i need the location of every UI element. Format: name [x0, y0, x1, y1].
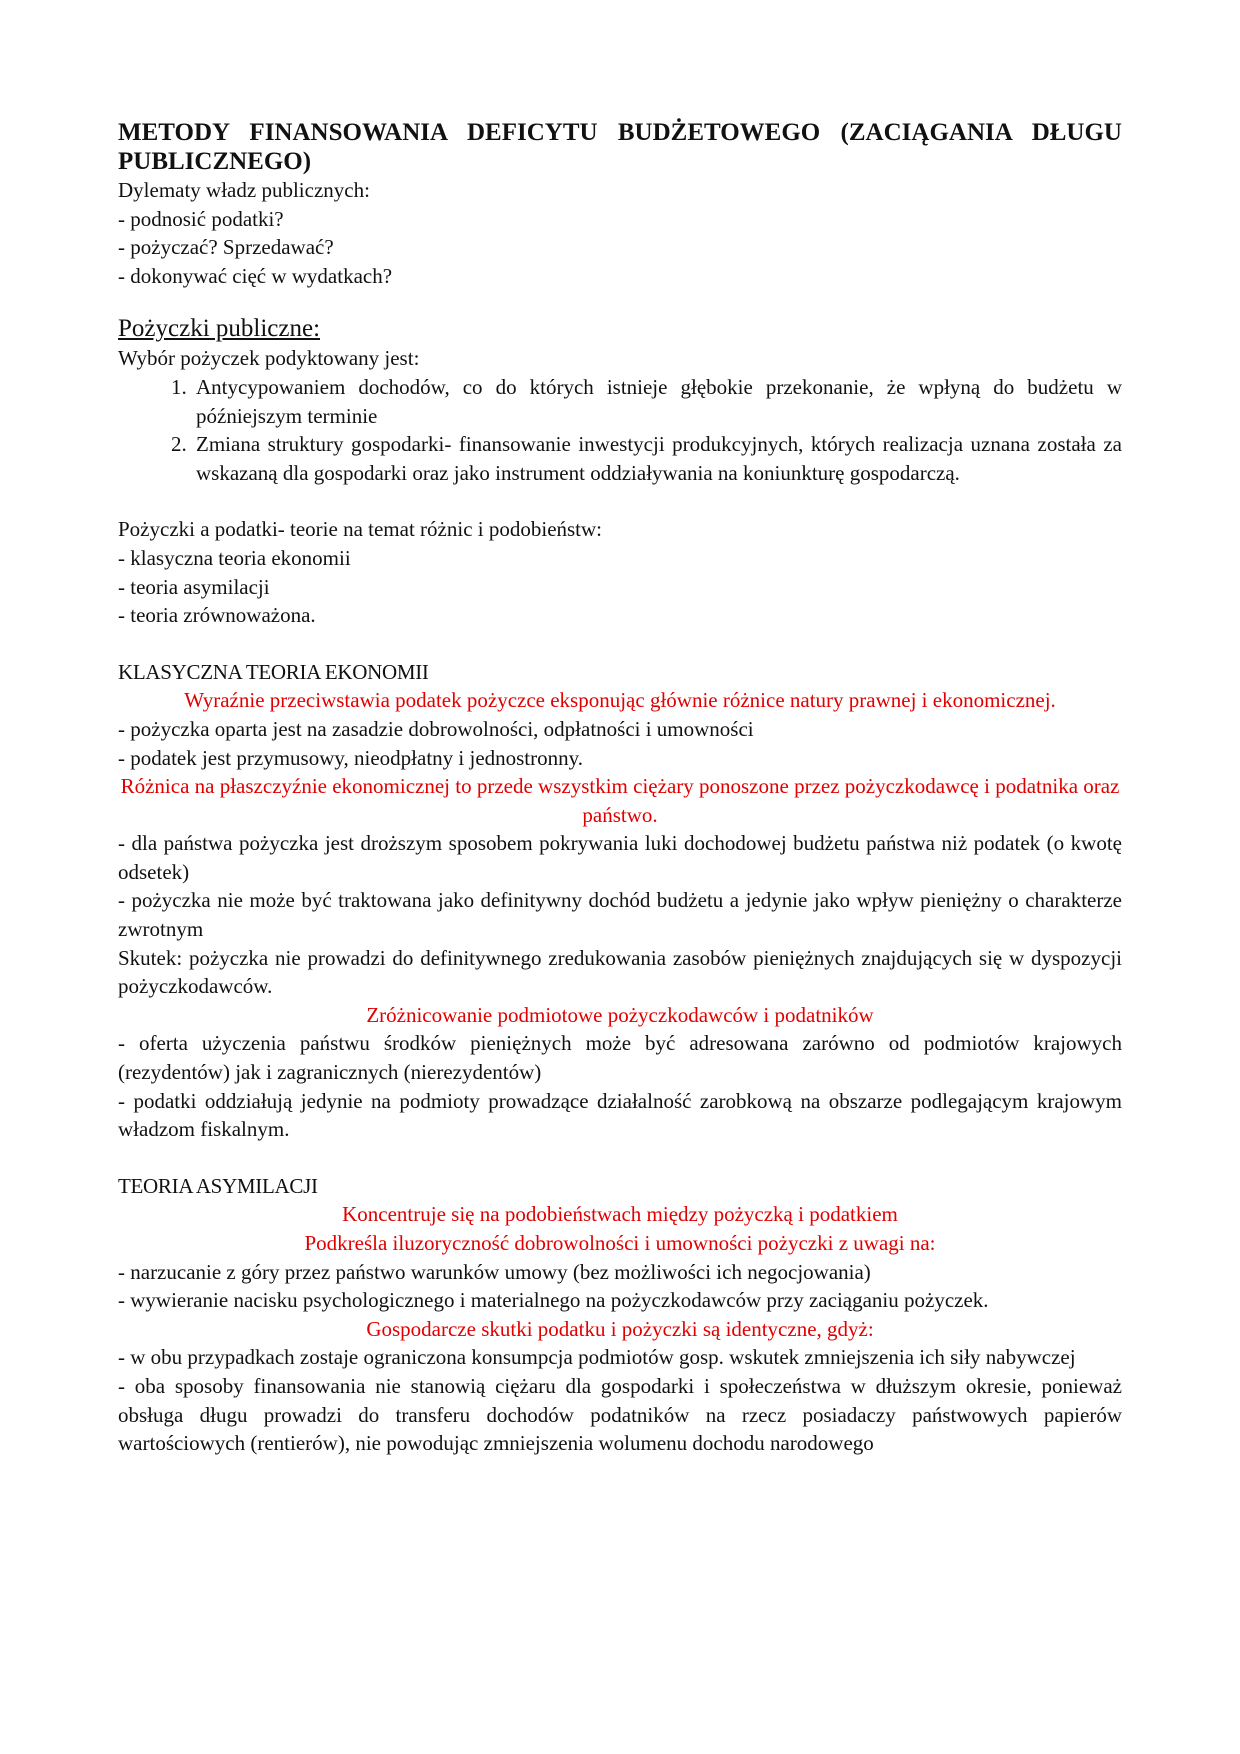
- spacer: [118, 630, 1122, 658]
- spacer: [118, 487, 1122, 515]
- dilemma-item: - pożyczać? Sprzedawać?: [118, 235, 334, 260]
- dilemmas-intro: Dylematy władz publicznych:: [118, 178, 370, 202]
- assimilation-theory-heading: TEORIA ASYMILACJI: [118, 1173, 318, 1198]
- highlight-text: Zróżnicowanie podmiotowe pożyczkodawców i podatników: [366, 1002, 874, 1027]
- document-title: METODY FINANSOWANIA DEFICYTU BUDŻETOWEGO (ZACIĄGANIA DŁUGU PUBLICZNEGO): [118, 119, 1122, 175]
- classic-theory-section: [118, 658, 1122, 1144]
- theory-item: - teoria zrównoważona.: [118, 603, 316, 628]
- public-loans-intro: Wybór pożyczek podyktowany jest:: [118, 346, 420, 371]
- paragraph: - pożyczka oparta jest na zasadzie dobrowolności, odpłatności i umowności: [118, 716, 754, 741]
- paragraph: - oferta użyczenia państwu środków pieniężnych może być adresowana zarówno od podmiotów krajowych (rezydentów) jak i zagranicznych (nierezydentów): [118, 1031, 1122, 1085]
- spacer: [118, 1144, 1122, 1172]
- theories-intro: Pożyczki a podatki- teorie na temat różnic i podobieństw:: [118, 517, 603, 542]
- classic-theory-heading: KLASYCZNA TEORIA EKONOMII: [118, 659, 429, 684]
- theory-item: - teoria asymilacji: [118, 574, 270, 599]
- paragraph: - podatki oddziałują jedynie na podmioty prowadzące działalność zarobkową na obszarze podlegającym krajowym władzom fiskalnym.: [118, 1088, 1122, 1142]
- dilemma-item: - dokonywać cięć w wydatkach?: [118, 263, 393, 288]
- document-page: [118, 118, 1122, 1458]
- paragraph: - oba sposoby finansowania nie stanowią ciężaru dla gospodarki i społeczeństwa w dłuższym okresie, ponieważ obsługa długu prowadzi do transferu dochodów podatników na rzecz posiadaczy państwowych papierów wartościowych (rentierów), nie powodując zmniejszenia wolumenu dochodu narodowego: [118, 1373, 1122, 1456]
- paragraph: - w obu przypadkach zostaje ograniczona konsumpcja podmiotów gosp. wskutek zmniejszenia ich siły nabywczej: [118, 1345, 1076, 1370]
- highlight-text: Gospodarcze skutki podatku i pożyczki są identyczne, gdyż:: [366, 1316, 874, 1341]
- dilemma-item: - podnosić podatki?: [118, 206, 284, 231]
- highlight-text: Różnica na płaszczyźnie ekonomicznej to przede wszystkim ciężary ponoszone przez pożyczkodawcę i podatnika oraz państwo.: [120, 774, 1120, 827]
- loan-reasons-list: [118, 373, 1122, 487]
- theories-section: [118, 515, 1122, 629]
- spacer: [118, 290, 1122, 310]
- list-item: 2. Zmiana struktury gospodarki- finansowanie inwestycji produkcyjnych, których realizacja uznana została za wskazaną dla gospodarki oraz jako instrument oddziaływania na koniunkturę gospodarczą.: [192, 430, 1122, 487]
- paragraph: - podatek jest przymusowy, nieodpłatny i jednostronny.: [118, 745, 584, 770]
- theory-item: - klasyczna teoria ekonomii: [118, 545, 351, 570]
- paragraph: - dla państwa pożyczka jest droższym sposobem pokrywania luki dochodowej budżetu państwa niż podatek (o kwotę odsetek): [118, 831, 1122, 884]
- highlight-text: Koncentruje się na podobieństwach między pożyczką i podatkiem: [342, 1202, 898, 1227]
- public-loans-heading: Pożyczki publiczne:: [118, 315, 321, 343]
- paragraph: Skutek: pożyczka nie prowadzi do definitywnego zredukowania zasobów pieniężnych znajdujących się w dyspozycji pożyczkodawców.: [118, 945, 1122, 999]
- list-item: 1. Antycypowaniem dochodów, co do których istnieje głębokie przekonanie, że wpłyną do budżetu w późniejszym terminie: [192, 373, 1122, 430]
- paragraph: - wywieranie nacisku psychologicznego i materialnego na pożyczkodawców przy zaciąganiu pożyczek.: [118, 1288, 989, 1313]
- dilemmas-section: [118, 176, 1122, 290]
- paragraph: - narzucanie z góry przez państwo warunków umowy (bez możliwości ich negocjowania): [118, 1259, 871, 1284]
- public-loans-section: [118, 314, 1122, 487]
- highlight-text: Podkreśla iluzoryczność dobrowolności i umowności pożyczki z uwagi na:: [304, 1231, 936, 1255]
- highlight-text: Wyraźnie przeciwstawia podatek pożyczce eksponując głównie różnice natury prawnej i ekonomicznej.: [184, 688, 1056, 713]
- paragraph: - pożyczka nie może być traktowana jako definitywny dochód budżetu a jedynie jako wpływ pieniężny o charakterze zwrotnym: [118, 888, 1122, 942]
- assimilation-theory-section: [118, 1172, 1122, 1458]
